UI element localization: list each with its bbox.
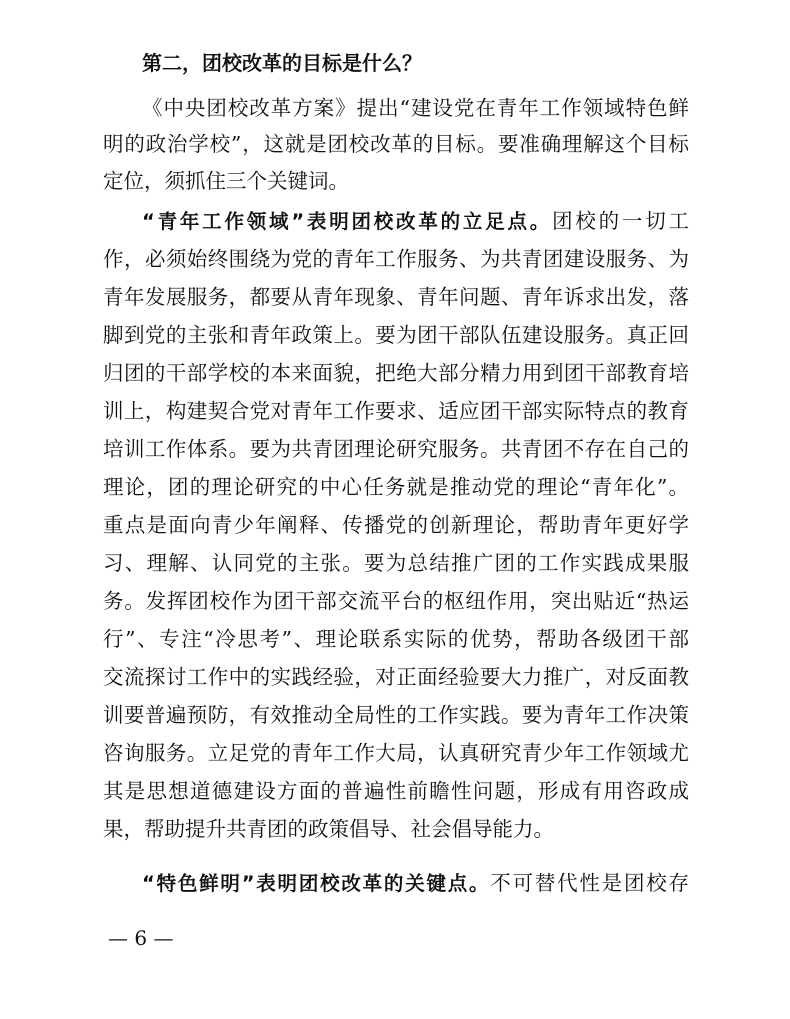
paragraph-1-line-3: 定位，须抓住三个关键词。	[103, 169, 349, 193]
paragraph-3-line-1	[142, 868, 689, 899]
paragraph-2-line-15: 咨询服务。立足党的青年工作大局，认真研究青少年工作领域尤	[103, 741, 689, 765]
paragraph-2-line-5: 归团的干部学校的本来面貌，把绝大部分精力用到团干部教育培	[103, 361, 689, 385]
keyword-youth-work-field: “青年工作领域”表明团校改革的立足点。	[142, 210, 553, 233]
paragraph-2-line-8: 理论，团的理论研究的中心任务就是推动党的理论“青年化”。	[103, 475, 689, 499]
paragraph-2-line-4: 脚到党的主张和青年政策上。要为团干部队伍建设服务。真正回	[103, 323, 689, 347]
paragraph-2-line-9: 重点是面向青少年阐释、传播党的创新理论，帮助青年更好学	[103, 513, 689, 537]
paragraph-2-line-11: 务。发挥团校作为团干部交流平台的枢纽作用，突出贴近“热运	[103, 589, 689, 613]
paragraph-2-line-6: 训上，构建契合党对青年工作要求、适应团干部实际特点的教育	[103, 399, 689, 423]
paragraph-2-line-17: 果，帮助提升共青团的政策倡导、社会倡导能力。	[103, 817, 554, 841]
paragraph-2-line-14: 训要普遍预防，有效推动全局性的工作实践。要为青年工作决策	[103, 703, 689, 727]
paragraph-2-line-7: 培训工作体系。要为共青团理论研究服务。共青团不存在自己的	[103, 437, 689, 461]
paragraph-2-line-1	[142, 206, 689, 237]
keyword-distinctive-features: “特色鲜明”表明团校改革的关键点。	[142, 872, 491, 895]
paragraph-2-line-1-rest: 团校的一切工	[552, 209, 689, 233]
paragraph-2-line-13: 交流探讨工作中的实践经验，对正面经验要大力推广，对反面教	[103, 665, 689, 689]
paragraph-1-line-1: 《中央团校改革方案》提出“建设党在青年工作领域特色鲜	[142, 96, 689, 120]
paragraph-2-line-10: 习、理解、认同党的主张。要为总结推广团的工作实践成果服	[103, 551, 689, 575]
paragraph-2-line-16: 其是思想道德建设方面的普遍性前瞻性问题，形成有用咨政成	[103, 779, 689, 803]
paragraph-3-line-1-rest: 不可替代性是团校存	[490, 871, 689, 895]
paragraph-2-line-2: 作，必须始终围绕为党的青年工作服务、为共青团建设服务、为	[103, 247, 689, 271]
paragraph-2-line-12: 行”、专注“冷思考”、理论联系实际的优势，帮助各级团干部	[103, 627, 689, 651]
page-number: — 6 —	[108, 926, 174, 950]
section-heading: 第二，团校改革的目标是什么？	[142, 51, 422, 75]
paragraph-1-line-2: 明的政治学校”，这就是团校改革的目标。要准确理解这个目标	[103, 132, 689, 156]
paragraph-2-line-3: 青年发展服务，都要从青年现象、青年问题、青年诉求出发，落	[103, 285, 689, 309]
